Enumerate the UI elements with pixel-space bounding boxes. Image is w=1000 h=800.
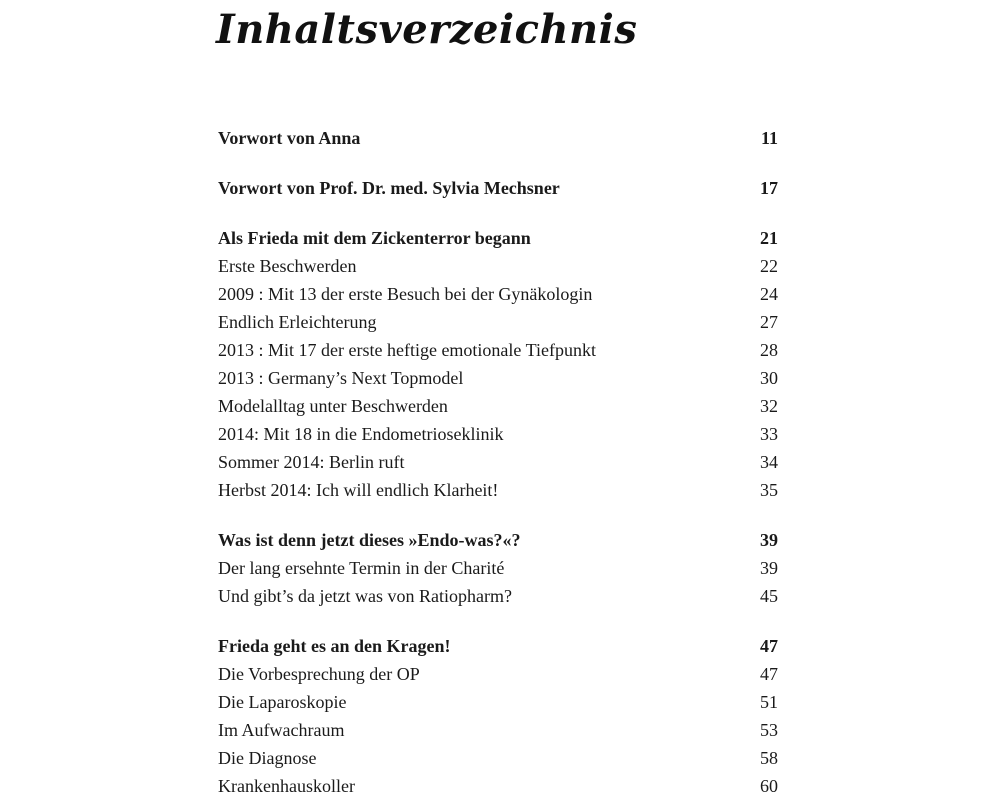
toc-page-number: 33: [760, 424, 778, 444]
toc-page-number: 21: [760, 228, 778, 248]
toc-section-row: [218, 336, 778, 364]
toc-entry-title: 2009 : Mit 13 der erste Besuch bei der Gynäkologin: [218, 284, 593, 304]
toc-chapter-row: [218, 632, 778, 660]
toc-page-number: 39: [760, 530, 778, 550]
toc-chapter-row: [218, 124, 778, 152]
toc-section-row: [218, 280, 778, 308]
toc-section-row: [218, 448, 778, 476]
toc-chapter-row: [218, 526, 778, 554]
toc-page-number: 24: [760, 284, 778, 304]
toc-entry-title: Endlich Erleichterung: [218, 312, 377, 332]
toc-entry-title: Und gibt’s da jetzt was von Ratiopharm?: [218, 586, 512, 606]
toc-page-number: 47: [760, 636, 778, 656]
toc-page-number: 51: [760, 692, 778, 712]
toc-entry-title: Die Diagnose: [218, 748, 317, 768]
toc-section-row: [218, 716, 778, 744]
toc-page-number: 58: [760, 748, 778, 768]
toc-section-row: [218, 252, 778, 280]
toc-entry-title: Krankenhauskoller: [218, 776, 355, 796]
toc-page-number: 45: [760, 586, 778, 606]
toc-page-number: 30: [760, 368, 778, 388]
toc-page-number: 34: [760, 452, 778, 472]
toc-entry-title: Was ist denn jetzt dieses »Endo-was?«?: [218, 530, 521, 550]
toc-page-number: 47: [760, 664, 778, 684]
toc-entry-title: Erste Beschwerden: [218, 256, 357, 276]
toc-section-row: [218, 392, 778, 420]
toc-chapter-row: [218, 174, 778, 202]
toc-page-number: 17: [760, 178, 778, 198]
toc-entry-title: Modelalltag unter Beschwerden: [218, 396, 448, 416]
toc-section-row: [218, 660, 778, 688]
toc-page-number: 53: [760, 720, 778, 740]
toc-entry-title: Vorwort von Anna: [218, 128, 361, 148]
toc-page-number: 35: [760, 480, 778, 500]
toc-page-number: 60: [760, 776, 778, 796]
toc-page-number: 39: [760, 558, 778, 578]
toc-entry-title: Vorwort von Prof. Dr. med. Sylvia Mechsner: [218, 178, 560, 198]
toc-chapter-row: [218, 224, 778, 252]
toc-entry-title: 2013 : Mit 17 der erste heftige emotionale Tiefpunkt: [218, 340, 596, 360]
toc-section-row: [218, 364, 778, 392]
toc-entry-title: Als Frieda mit dem Zickenterror begann: [218, 228, 531, 248]
toc-entry-title: Der lang ersehnte Termin in der Charité: [218, 558, 505, 578]
toc-section-row: [218, 476, 778, 504]
toc-section-row: [218, 744, 778, 772]
toc-page-number: 32: [760, 396, 778, 416]
table-of-contents: [218, 124, 778, 800]
toc-entry-title: Frieda geht es an den Kragen!: [218, 636, 451, 656]
toc-section-row: [218, 688, 778, 716]
toc-page-number: 11: [760, 128, 778, 148]
toc-section-row: [218, 420, 778, 448]
toc-entry-title: Im Aufwachraum: [218, 720, 345, 740]
page-title: Inhaltsverzeichnis: [216, 6, 638, 53]
toc-section-row: [218, 308, 778, 336]
toc-section-row: [218, 772, 778, 800]
toc-entry-title: 2014: Mit 18 in die Endometrioseklinik: [218, 424, 504, 444]
toc-entry-title: Herbst 2014: Ich will endlich Klarheit!: [218, 480, 499, 500]
toc-page-number: 27: [760, 312, 778, 332]
toc-section-row: [218, 582, 778, 610]
toc-page-number: 22: [760, 256, 778, 276]
toc-page-number: 28: [760, 340, 778, 360]
toc-entry-title: Sommer 2014: Berlin ruft: [218, 452, 405, 472]
toc-entry-title: Die Vorbesprechung der OP: [218, 664, 420, 684]
toc-section-row: [218, 554, 778, 582]
toc-entry-title: 2013 : Germany’s Next Topmodel: [218, 368, 464, 388]
toc-entry-title: Die Laparoskopie: [218, 692, 347, 712]
